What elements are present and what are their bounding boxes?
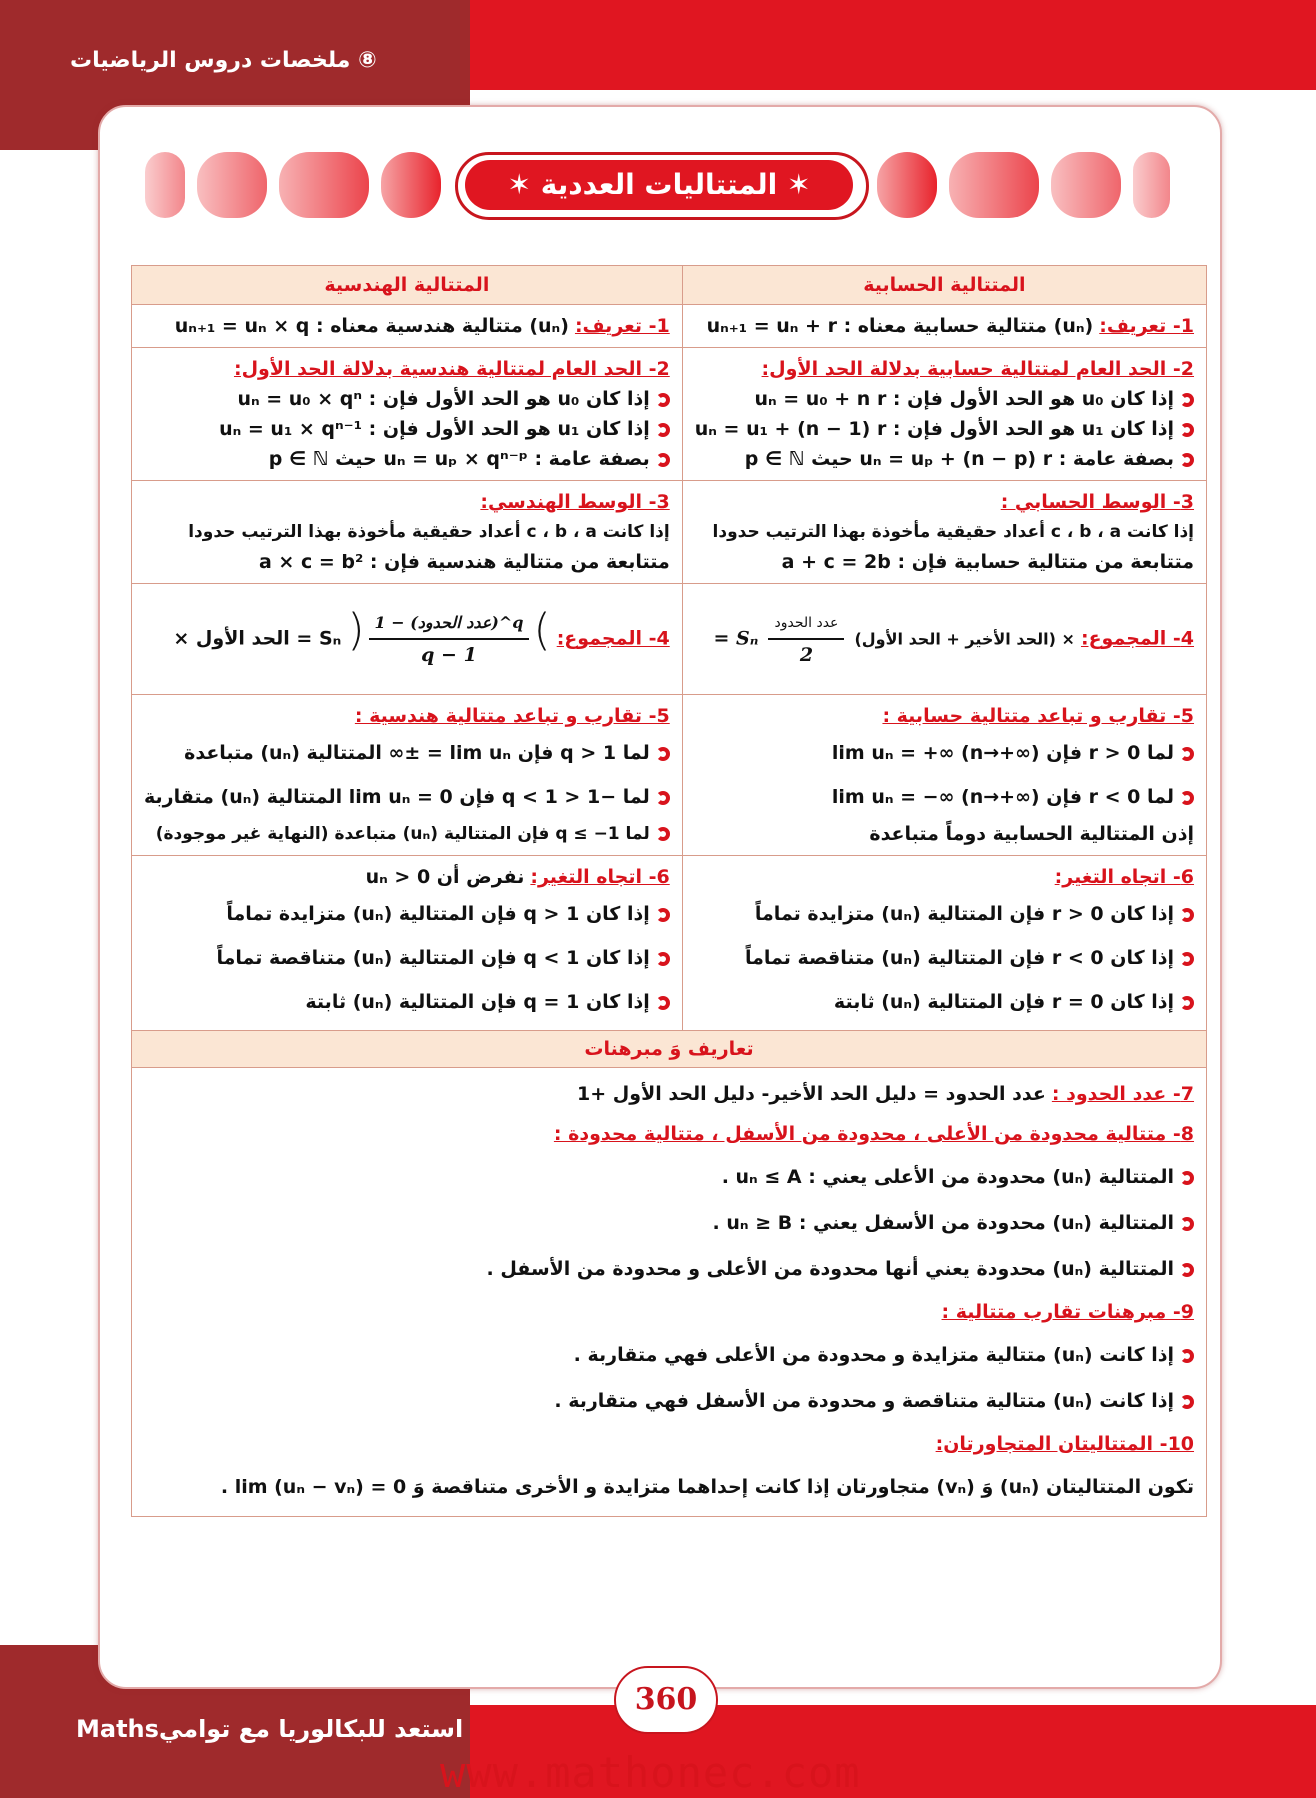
bullet-icon xyxy=(1180,791,1194,805)
bullet-icon xyxy=(656,747,670,761)
bullet-icon xyxy=(656,791,670,805)
website-link[interactable]: www.mathonec.com xyxy=(440,1748,861,1797)
bullet-icon xyxy=(1180,1349,1194,1363)
bullet-icon xyxy=(1180,423,1194,437)
geo-sum: 4- المجموع: ) $\frac{\text{q\textasciicircum{}(عدد الحدود) − 1}}{q - 1}$ ( Sₙ = الحد الأول × xyxy=(132,584,683,695)
bullet-icon xyxy=(1180,996,1194,1010)
geo-general-term: 2- الحد العام لمتتالية هندسية بدلالة الحد الأول: إذا كان u₀ هو الحد الأول فإن : uₙ = u₀ × qⁿ إذا كان u₁ هو الحد الأول فإن : uₙ = u₁ × qⁿ⁻¹ بصفة عامة : uₙ = uₚ × qⁿ⁻ᵖ حيث p ∈ ℕ xyxy=(132,348,683,481)
header-band-right xyxy=(470,0,1316,90)
bullet-icon xyxy=(656,827,670,841)
bullet-icon xyxy=(1180,453,1194,467)
footer-tagline: استعد للبكالوريا مع تواميMaths xyxy=(76,1715,464,1743)
geo-monotonicity: 6- اتجاه التغير: نفرض أن uₙ > 0 إذا كان q > 1 فإن المتتالية (uₙ) متزايدة تماماً إذا كان q < 1 فإن المتتالية (uₙ) متناقصة تماماً إذا كان q = 1 فإن المتتالية (uₙ) ثابتة xyxy=(132,856,683,1031)
column-header-arithmetic: المتتالية الحسابية xyxy=(682,266,1206,305)
column-header-geometric: المتتالية الهندسية xyxy=(132,266,683,305)
bullet-icon xyxy=(656,996,670,1010)
bullet-icon xyxy=(656,423,670,437)
definitions-body: 7- عدد الحدود : عدد الحدود = دليل الحد الأخير- دليل الحد الأول +1 8- متتالية محدودة من الأعلى ، محدودة من الأسفل ، متتالية محدودة : المتتالية (uₙ) محدودة من الأعلى يعني : uₙ ≤ A . المتتالية (uₙ) محدودة من الأسفل يعني : uₙ ≥ B . المتتالية (uₙ) محدودة يعني أنها محدودة من الأعلى و محدودة من الأسفل . 9- مبرهنات تقارب متتالية : إذا كانت (uₙ) متتالية متزايدة و محدودة من الأعلى فهي متقاربة . إذا كانت (uₙ) متتالية متناقصة و محدودة من الأسفل فهي متقاربة . 10- المتتاليتان المتجاورتان: تكون المتتاليتان (uₙ) وَ (vₙ) متجاورتان إذا كانت إحداهما متزايدة و الأخرى متناقصة وَ lim (uₙ − vₙ) = 0 . xyxy=(132,1068,1207,1517)
definitions-heading: تعاريف وَ مبرهنات xyxy=(132,1031,1207,1068)
bullet-icon xyxy=(1180,1395,1194,1409)
arith-definition: 1- تعريف: (uₙ) متتالية حسابية معناه : uₙ₊₁ = uₙ + r xyxy=(682,305,1206,348)
title-banner xyxy=(145,152,1170,218)
bullet-icon xyxy=(1180,908,1194,922)
bullet-icon xyxy=(1180,1171,1194,1185)
arith-monotonicity: 6- اتجاه التغير: إذا كان r > 0 فإن المتتالية (uₙ) متزايدة تماماً إذا كان r < 0 فإن المتتالية (uₙ) متناقصة تماماً إذا كان r = 0 فإن المتتالية (uₙ) ثابتة xyxy=(682,856,1206,1031)
arith-general-term: 2- الحد العام لمتتالية حسابية بدلالة الحد الأول: إذا كان u₀ هو الحد الأول فإن : uₙ = u₀ + n r إذا كان u₁ هو الحد الأول فإن : uₙ = u₁ + (n − 1) r بصفة عامة : uₙ = uₚ + (n − p) r حيث p ∈ ℕ xyxy=(682,348,1206,481)
geo-definition: 1- تعريف: (uₙ) متتالية هندسية معناه : uₙ₊₁ = uₙ × q xyxy=(132,305,683,348)
bullet-icon xyxy=(1180,952,1194,966)
arith-convergence: 5- تقارب و تباعد متتالية حسابية : لما r > 0 فإن lim uₙ = +∞ (n→+∞) لما r < 0 فإن lim uₙ = −∞ (n→+∞) إذن المتتالية الحسابية دوماً متباعدة xyxy=(682,695,1206,856)
bullet-icon xyxy=(1180,393,1194,407)
geo-mean: 3- الوسط الهندسي: إذا كانت c ، b ، a أعداد حقيقية مأخوذة بهذا الترتيب حدودا متتابعة من متتالية هندسية فإن : a × c = b² xyxy=(132,481,683,584)
bullet-icon xyxy=(656,952,670,966)
bullet-icon xyxy=(656,908,670,922)
bullet-icon xyxy=(1180,1263,1194,1277)
bullet-icon xyxy=(1180,1217,1194,1231)
bullet-icon xyxy=(1180,747,1194,761)
arith-mean: 3- الوسط الحسابي : إذا كانت c ، b ، a أعداد حقيقية مأخوذة بهذا الترتيب حدودا متتابعة من متتالية حسابية فإن : a + c = 2b xyxy=(682,481,1206,584)
bullet-icon xyxy=(656,393,670,407)
summary-table xyxy=(131,265,1207,1517)
page-number: 360 xyxy=(614,1666,718,1734)
geo-convergence: 5- تقارب و تباعد متتالية هندسية : لما q > 1 فإن lim uₙ = ±∞ المتتالية (uₙ) متباعدة لما −1 < q < 1 فإن lim uₙ = 0 المتتالية (uₙ) متقاربة لما q ≤ −1 فإن المتتالية (uₙ) متباعدة (النهاية غير موجودة) xyxy=(132,695,683,856)
page-title: ✶ المتتاليات العددية ✶ xyxy=(465,160,853,210)
bullet-icon xyxy=(656,453,670,467)
arith-sum: 4- المجموع: × (الحد الأخير + الحد الأول) $\frac{\text{عدد الحدود}}{2}$ Sₙ = xyxy=(682,584,1206,695)
header-title: ⑧ ملخصات دروس الرياضيات xyxy=(70,48,377,73)
